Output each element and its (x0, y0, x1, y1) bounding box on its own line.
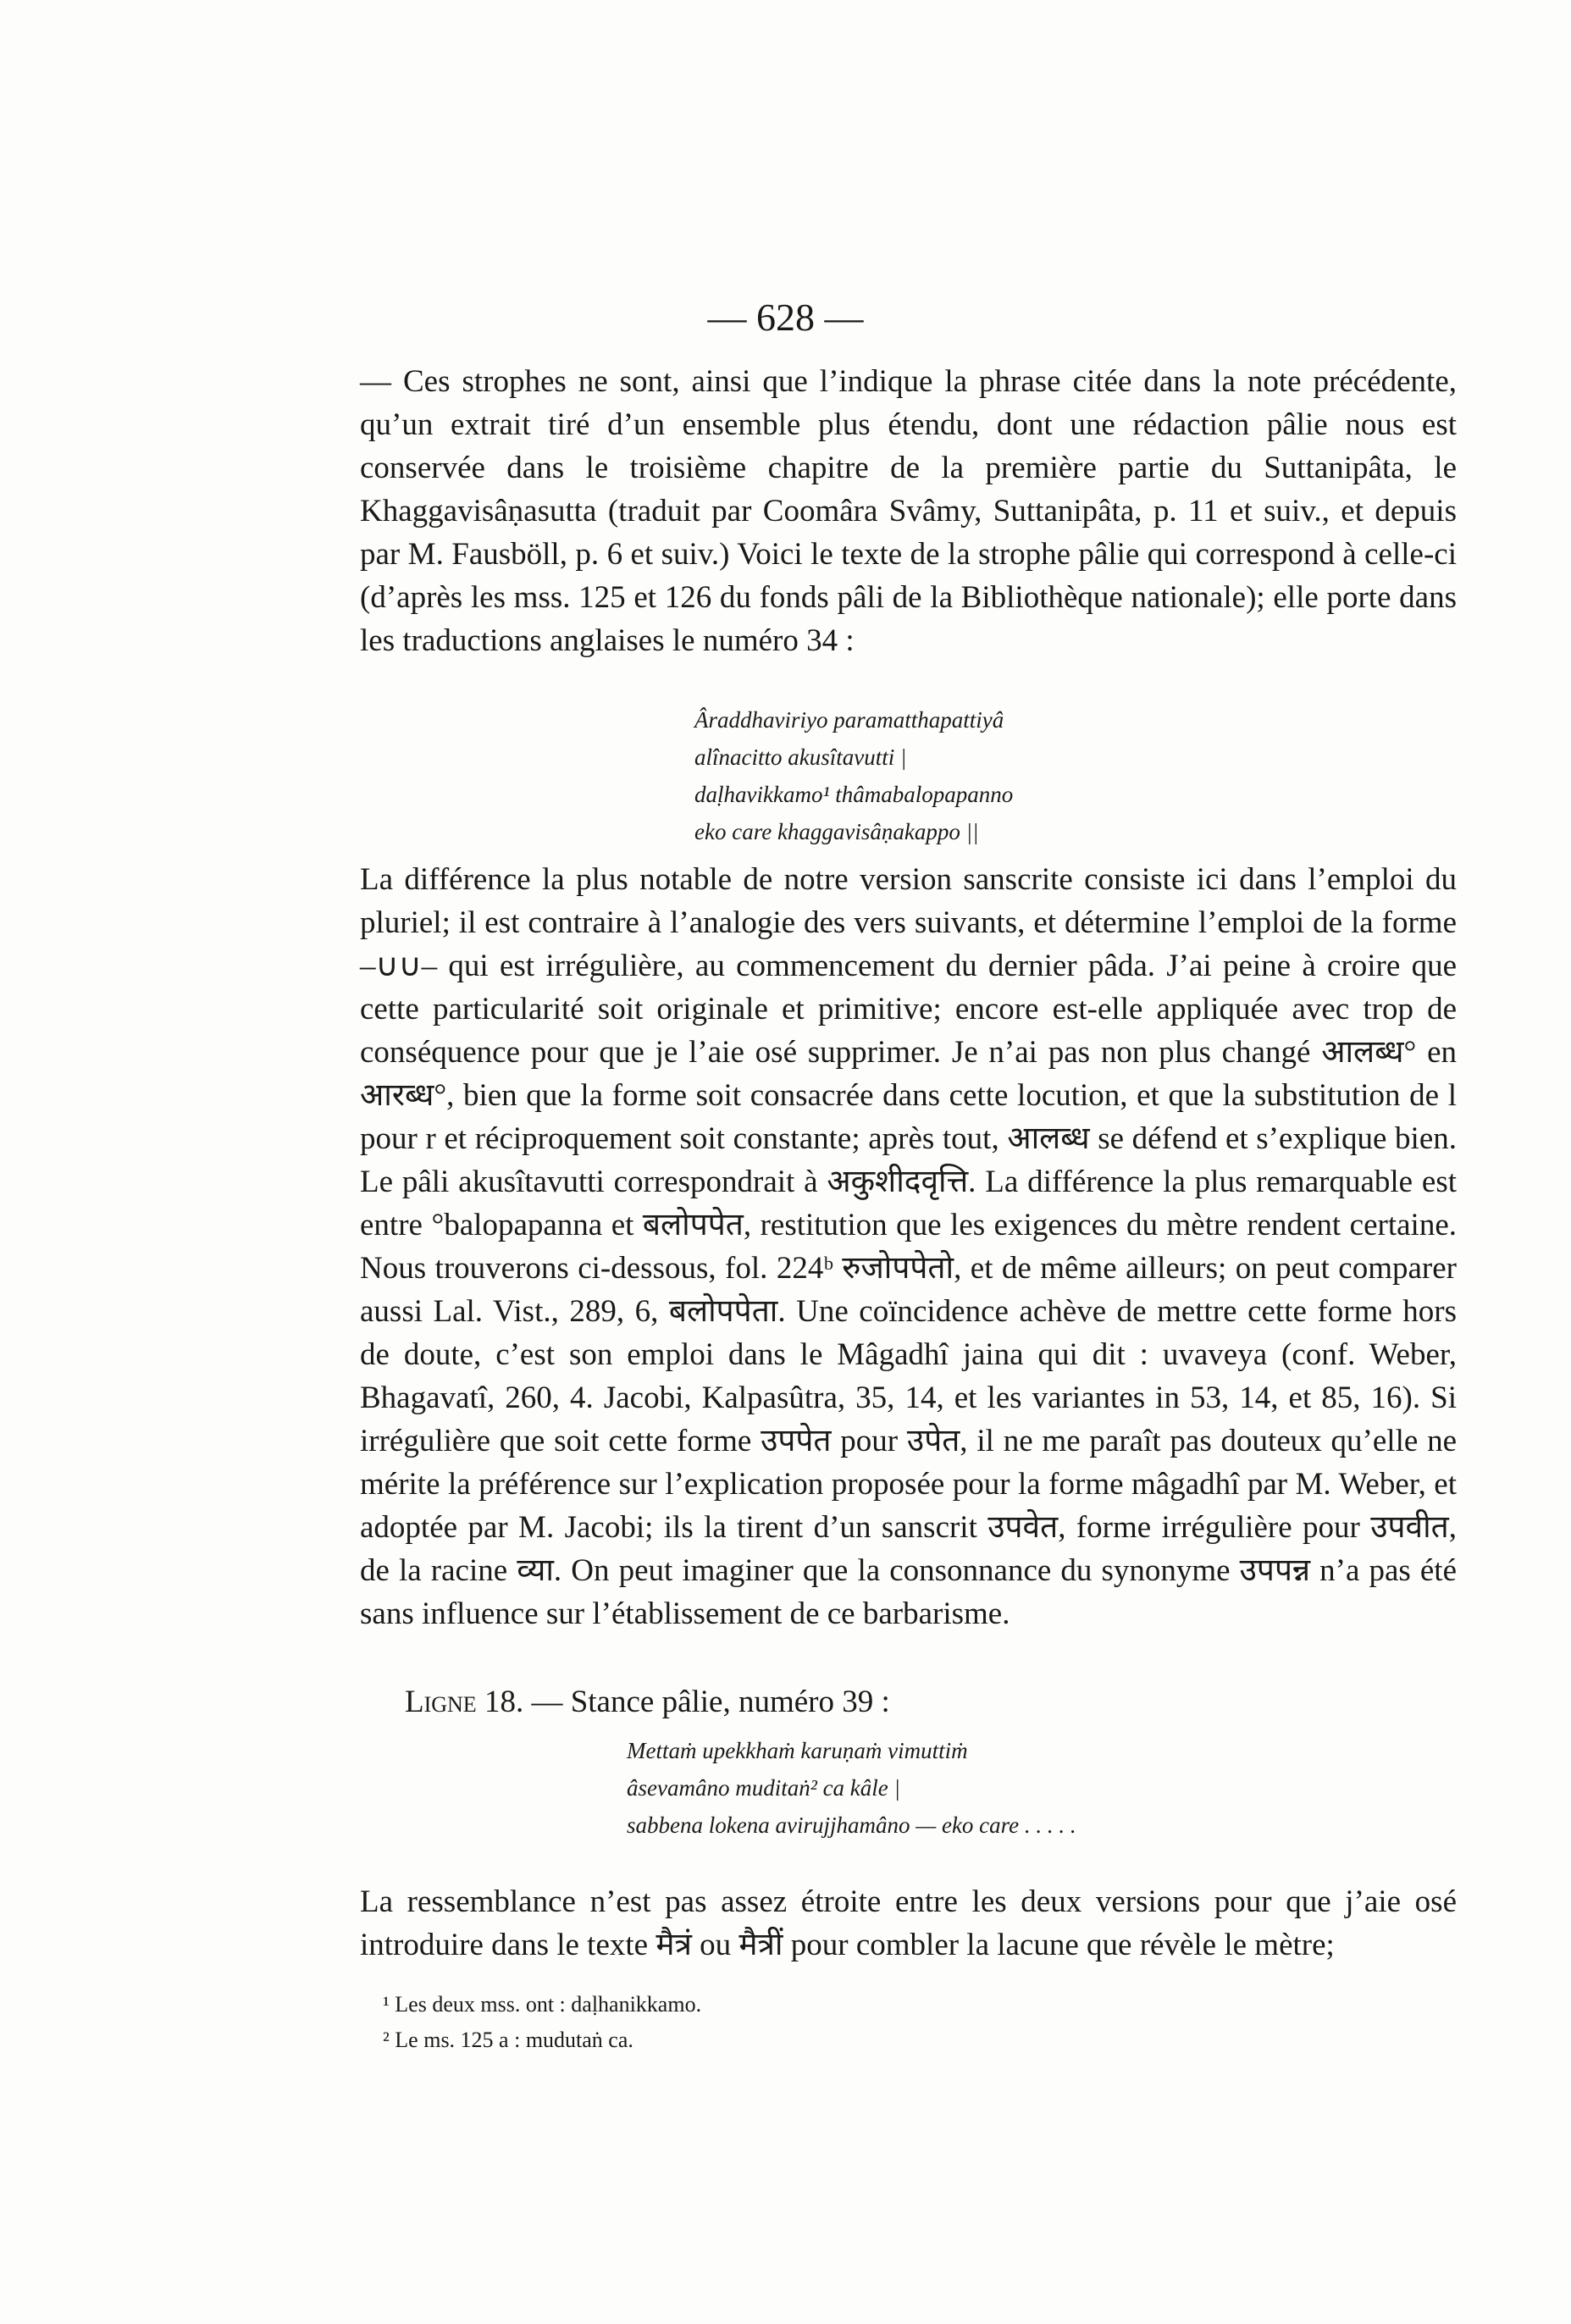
verse-line: alînacitto akusîtavutti | (694, 744, 907, 770)
ligne-label: Ligne 18. (405, 1685, 524, 1719)
paragraph-closing (360, 1880, 1457, 1967)
verse-line: âsevamâno muditaṅ² ca kâle | (627, 1775, 900, 1801)
verse-line: Âraddhaviriyo paramatthapattiyâ (694, 707, 1004, 733)
footnotes (383, 1987, 701, 2058)
paragraph-text: — Ces strophes ne sont, ainsi que l’indique la phrase citée dans la note précédente, qu’un extrait tiré d’un ensemble plus étendu, dont une rédaction pâlie nous est conservée dans le troisième chapitre de la première partie du Suttanipâta, le Khaggavisâṇasutta (traduit par Coomâra Svâmy, Suttanipâta, p. 11 et suiv., et depuis par M. Fausböll, p. 6 et suiv.) Voici le texte de la strophe pâlie qui correspond à celle-ci (d’après les mss. 125 et 126 du fonds pâli de la Bibliothèque nationale); elle porte dans les traductions anglaises le numéro 34 : (360, 364, 1457, 658)
paragraph-intro (360, 360, 1457, 662)
pali-verse-39 (627, 1732, 1076, 1844)
verse-line: Mettaṁ upekkhaṁ karuṇaṁ vimuttiṁ (627, 1738, 968, 1763)
footnote-1: ¹ Les deux mss. ont : daḷhanikkamo. (383, 1992, 702, 2017)
paragraph-commentary (360, 858, 1457, 1635)
pali-verse-34 (694, 701, 1013, 850)
verse-line: sabbena lokena avirujjhamâno — eko care . . . . . (627, 1812, 1076, 1838)
footnote-2: ² Le ms. 125 a : mudutaṅ ca. (383, 2028, 633, 2052)
paragraph-text: La ressemblance n’est pas assez étroite entre les deux versions pour que j’aie osé introduire dans le texte मैत्रं ou मैत्रीं pour combler la lacune que révèle le mètre; (360, 1884, 1457, 1962)
ligne-text: — Stance pâlie, numéro 39 : (531, 1685, 890, 1719)
verse-line: eko care khaggavisâṇakappo || (694, 819, 979, 844)
verse-line: daḷhavikkamo¹ thâmabalopapanno (694, 782, 1014, 807)
paragraph-text: La différence la plus notable de notre version sanscrite consiste ici dans l’emploi du pluriel; il est contraire à l’analogie des vers suivants, et détermine l’emploi de la forme –∪∪– qui est irrégulière, au commencement du dernier pâda. J’ai peine à croire que cette particularité soit originale et primitive; encore est-elle appliquée avec trop de conséquence pour que je l’aie osé supprimer. Je n’ai pas non plus changé आलब्ध° en आरब्ध°, bien que la forme soit consacrée dans cette locution, et que la substitution de l pour r et réciproquement soit constante; après tout, आलब्ध se défend et s’explique bien. Le pâli akusîtavutti correspondrait à अकुशीदवृत्ति. La différence la plus remarquable est entre °balopapanna et बलोपपेत, restitution que les exigences du mètre rendent certaine. Nous trouverons ci-dessous, fol. 224ᵇ रुजोपपेतो, et de même ailleurs; on peut comparer aussi Lal. Vist., 289, 6, बलोपपेता. Une coïncidence achève de mettre cette forme hors de doute, c’est son emploi dans le Mâgadhî jaina qui dit : uvaveya (conf. Weber, Bhagavatî, 260, 4. Jacobi, Kalpasûtra, 35, 14, et les variantes in 53, 14, et 85, 16). Si irrégulière que soit cette forme उपपेत pour उपेत, il ne me paraît pas douteux qu’elle ne mérite la préférence sur l’explication proposée pour la forme mâgadhî par M. Weber, et adoptée par M. Jacobi; ils la tirent d’un sanscrit उपवेत, forme irrégulière pour उपवीत, de la racine व्या. On peut imaginer que la consonnance du synonyme उपपन्न n’a pas été sans influence sur l’établissement de ce barbarisme. (360, 862, 1457, 1631)
page-number: — 628 — (707, 296, 864, 339)
ligne-heading (405, 1680, 890, 1724)
